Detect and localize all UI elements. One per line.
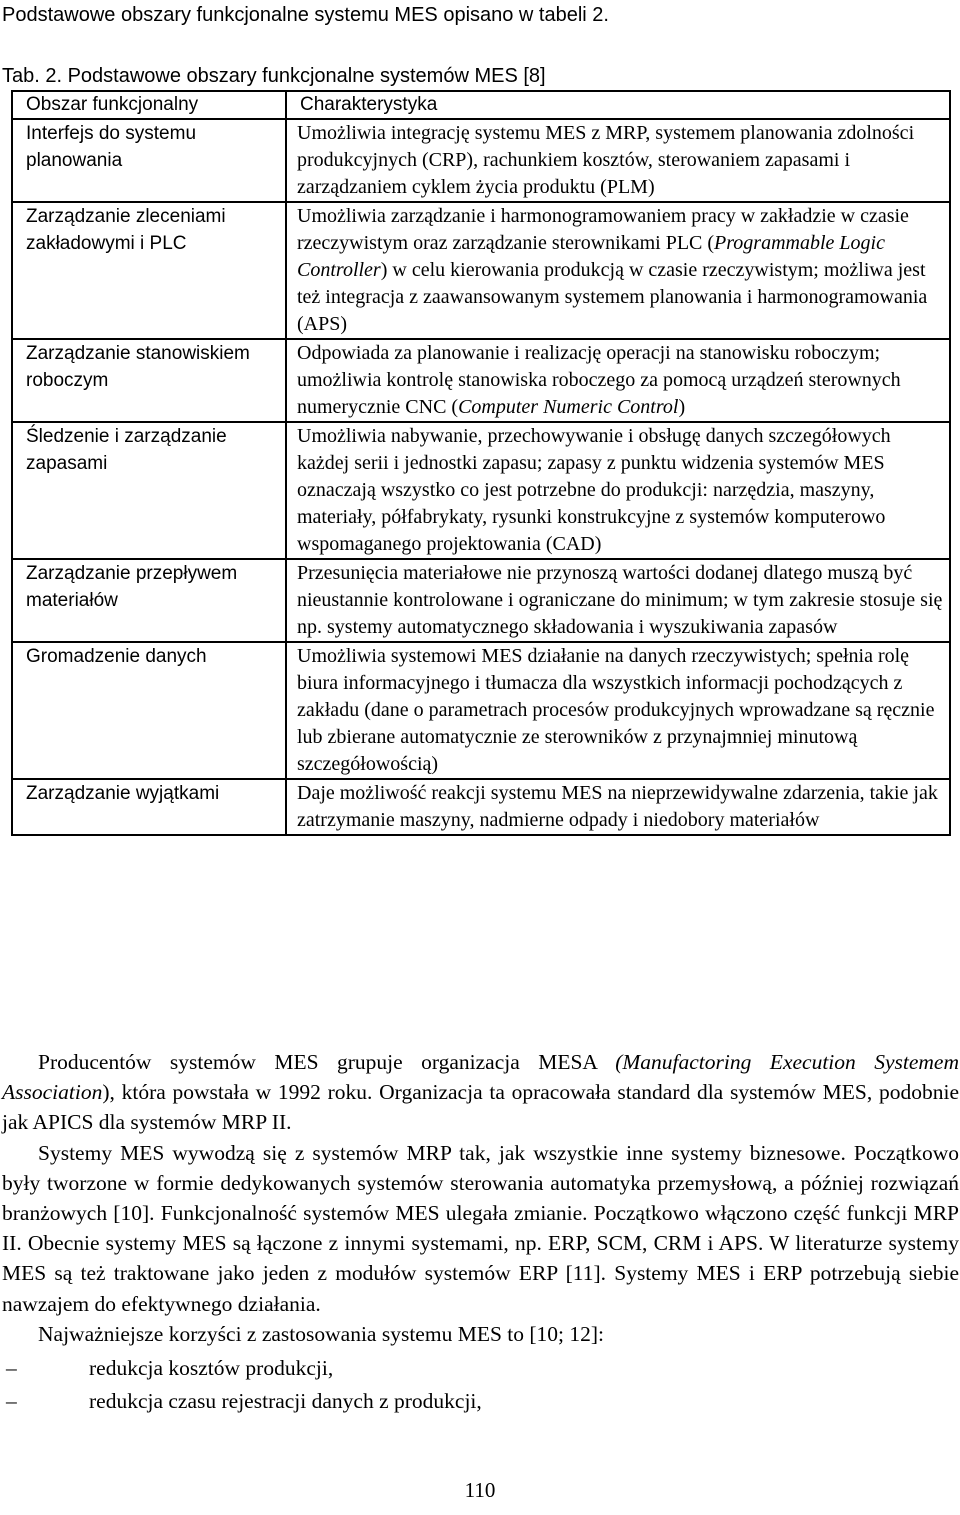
desc-cell: Daje możliwość reakcji systemu MES na nieprzewidywalne zdarzenia, takie jak zatrzymanie maszyny, nadmierne odpady i niedobory materiałów — [286, 779, 950, 835]
paragraph-mes-origins: Systemy MES wywodzą się z systemów MRP tak, jak wszystkie inne systemy biznesowe. Początkowo były tworzone w formie dedykowanych systemów sterowania automatyka przemysłową, a później rozwiązań branżowych [10]. Funkcjonalność systemów MES ulegała zmianie. Początkowo włączono część funkcji MRP II. Obecnie systemy MES są łączone z innymi systemami, np. ERP, SCM, CRM i APS. W literaturze systemy MES są też traktowane jako jeden z modułów systemów ERP [11]. Systemy MES i ERP potrzebują siebie nawzajem do efektywnego działania. — [2, 1140, 959, 1316]
list-item — [2, 1353, 959, 1386]
intro-line: Podstawowe obszary funkcjonalne systemu MES opisano w tabeli 2. — [2, 4, 609, 26]
paragraph-mesa — [2, 1047, 959, 1138]
page-number: 110 — [464, 1478, 496, 1502]
desc-text: ) w celu kierowania produkcją w czasie rzeczywistym; możliwa jest też integracja z zaawansowanym systemem planowania i harmonogramowania (APS) — [297, 259, 928, 335]
functional-areas-table — [11, 90, 951, 836]
dash-bullet: – — [6, 1389, 17, 1413]
area-cell: Zarządzanie stanowiskiem roboczym — [12, 339, 286, 422]
desc-cell: Umożliwia integrację systemu MES z MRP, systemem planowania zdolności produkcyjnych (CRP), rachunkiem kosztów, sterowaniem zapasami i zarządzaniem cyklem życia produktu (PLM) — [286, 119, 950, 202]
desc-cell: Umożliwia nabywanie, przechowywanie i obsługę danych szczegółowych każdej serii i jednostki zapasu; zapasy z punktu widzenia systemów MES oznaczają wszystko co jest potrzebne do produkcji: narzędzia, maszyny, materiały, półfabrykaty, rysunki konstrukcyjne z systemów komputerowo wspomaganego projektowania (CAD) — [286, 422, 950, 559]
desc-cell: Przesunięcia materiałowe nie przynoszą wartości dodanej dlatego muszą być nieustannie kontrolowane i ograniczane do minimum; w tym zakresie stosuje się np. systemy automatycznego składowania i wyszukiwania zapasów — [286, 559, 950, 642]
area-cell: Zarządzanie przepływem materiałów — [12, 559, 286, 642]
table-header-row — [12, 91, 950, 119]
paragraph-benefits-intro: Najważniejsze korzyści z zastosowania systemu MES to [10; 12]: — [38, 1321, 605, 1346]
list-item-text: redukcja czasu rejestracji danych z produkcji, — [89, 1389, 482, 1413]
desc-text: ) — [678, 396, 686, 418]
table-row — [12, 202, 950, 339]
table-caption: Tab. 2. Podstawowe obszary funkcjonalne systemów MES [8] — [2, 65, 546, 87]
desc-cell — [286, 202, 950, 339]
area-cell: Zarządzanie zleceniami zakładowymi i PLC — [12, 202, 286, 339]
area-cell: Interfejs do systemu planowania — [12, 119, 286, 202]
table-row — [12, 779, 950, 835]
desc-cell — [286, 339, 950, 422]
paragraph-italic: (Manufactoring Execution Systemem Association — [2, 1050, 959, 1105]
list-item-text: redukcja kosztów produkcji, — [89, 1356, 334, 1380]
header-area: Obszar funkcjonalny — [12, 91, 286, 119]
desc-italic-term: Computer Numeric Control — [458, 396, 679, 418]
desc-italic-term: Programmable Logic Controller — [297, 232, 885, 281]
body-text — [2, 1047, 959, 1349]
desc-text: Odpowiada za planowanie i realizację operacji na stanowisku roboczym; umożliwia kontrolę stanowiska roboczego za pomocą urządzeń sterownych numerycznie CNC ( — [297, 342, 901, 418]
desc-cell: Umożliwia systemowi MES działanie na danych rzeczywistych; spełnia rolę biura informacyjnego i tłumacza dla wszystkich informacji pochodzących z zakładu (dane o parametrach procesów produkcyjnych wprowadzane są ręcznie lub zbierane automatycznie ze sterowników z przynajmniej minutową szczegółowością) — [286, 642, 950, 779]
area-cell: Śledzenie i zarządzanie zapasami — [12, 422, 286, 559]
area-cell: Gromadzenie danych — [12, 642, 286, 779]
paragraph-text: ), która powstała w 1992 roku. Organizacja ta opracowała standard dla systemów MES, podobnie jak APICS dla systemów MRP II. — [2, 1080, 959, 1135]
table-row — [12, 642, 950, 779]
desc-text: Umożliwia zarządzanie i harmonogramowaniem pracy w zakładzie w czasie rzeczywistym oraz zarządzanie sterownikami PLC ( — [297, 205, 909, 254]
paragraph-text: Producentów systemów MES grupuje organizacja MESA — [38, 1050, 616, 1074]
table-row — [12, 339, 950, 422]
header-characteristics: Charakterystyka — [286, 91, 950, 119]
table-row — [12, 559, 950, 642]
table-row — [12, 422, 950, 559]
table-row — [12, 119, 950, 202]
benefits-list — [2, 1353, 959, 1419]
list-item — [2, 1386, 959, 1419]
dash-bullet: – — [6, 1356, 17, 1380]
area-cell: Zarządzanie wyjątkami — [12, 779, 286, 835]
